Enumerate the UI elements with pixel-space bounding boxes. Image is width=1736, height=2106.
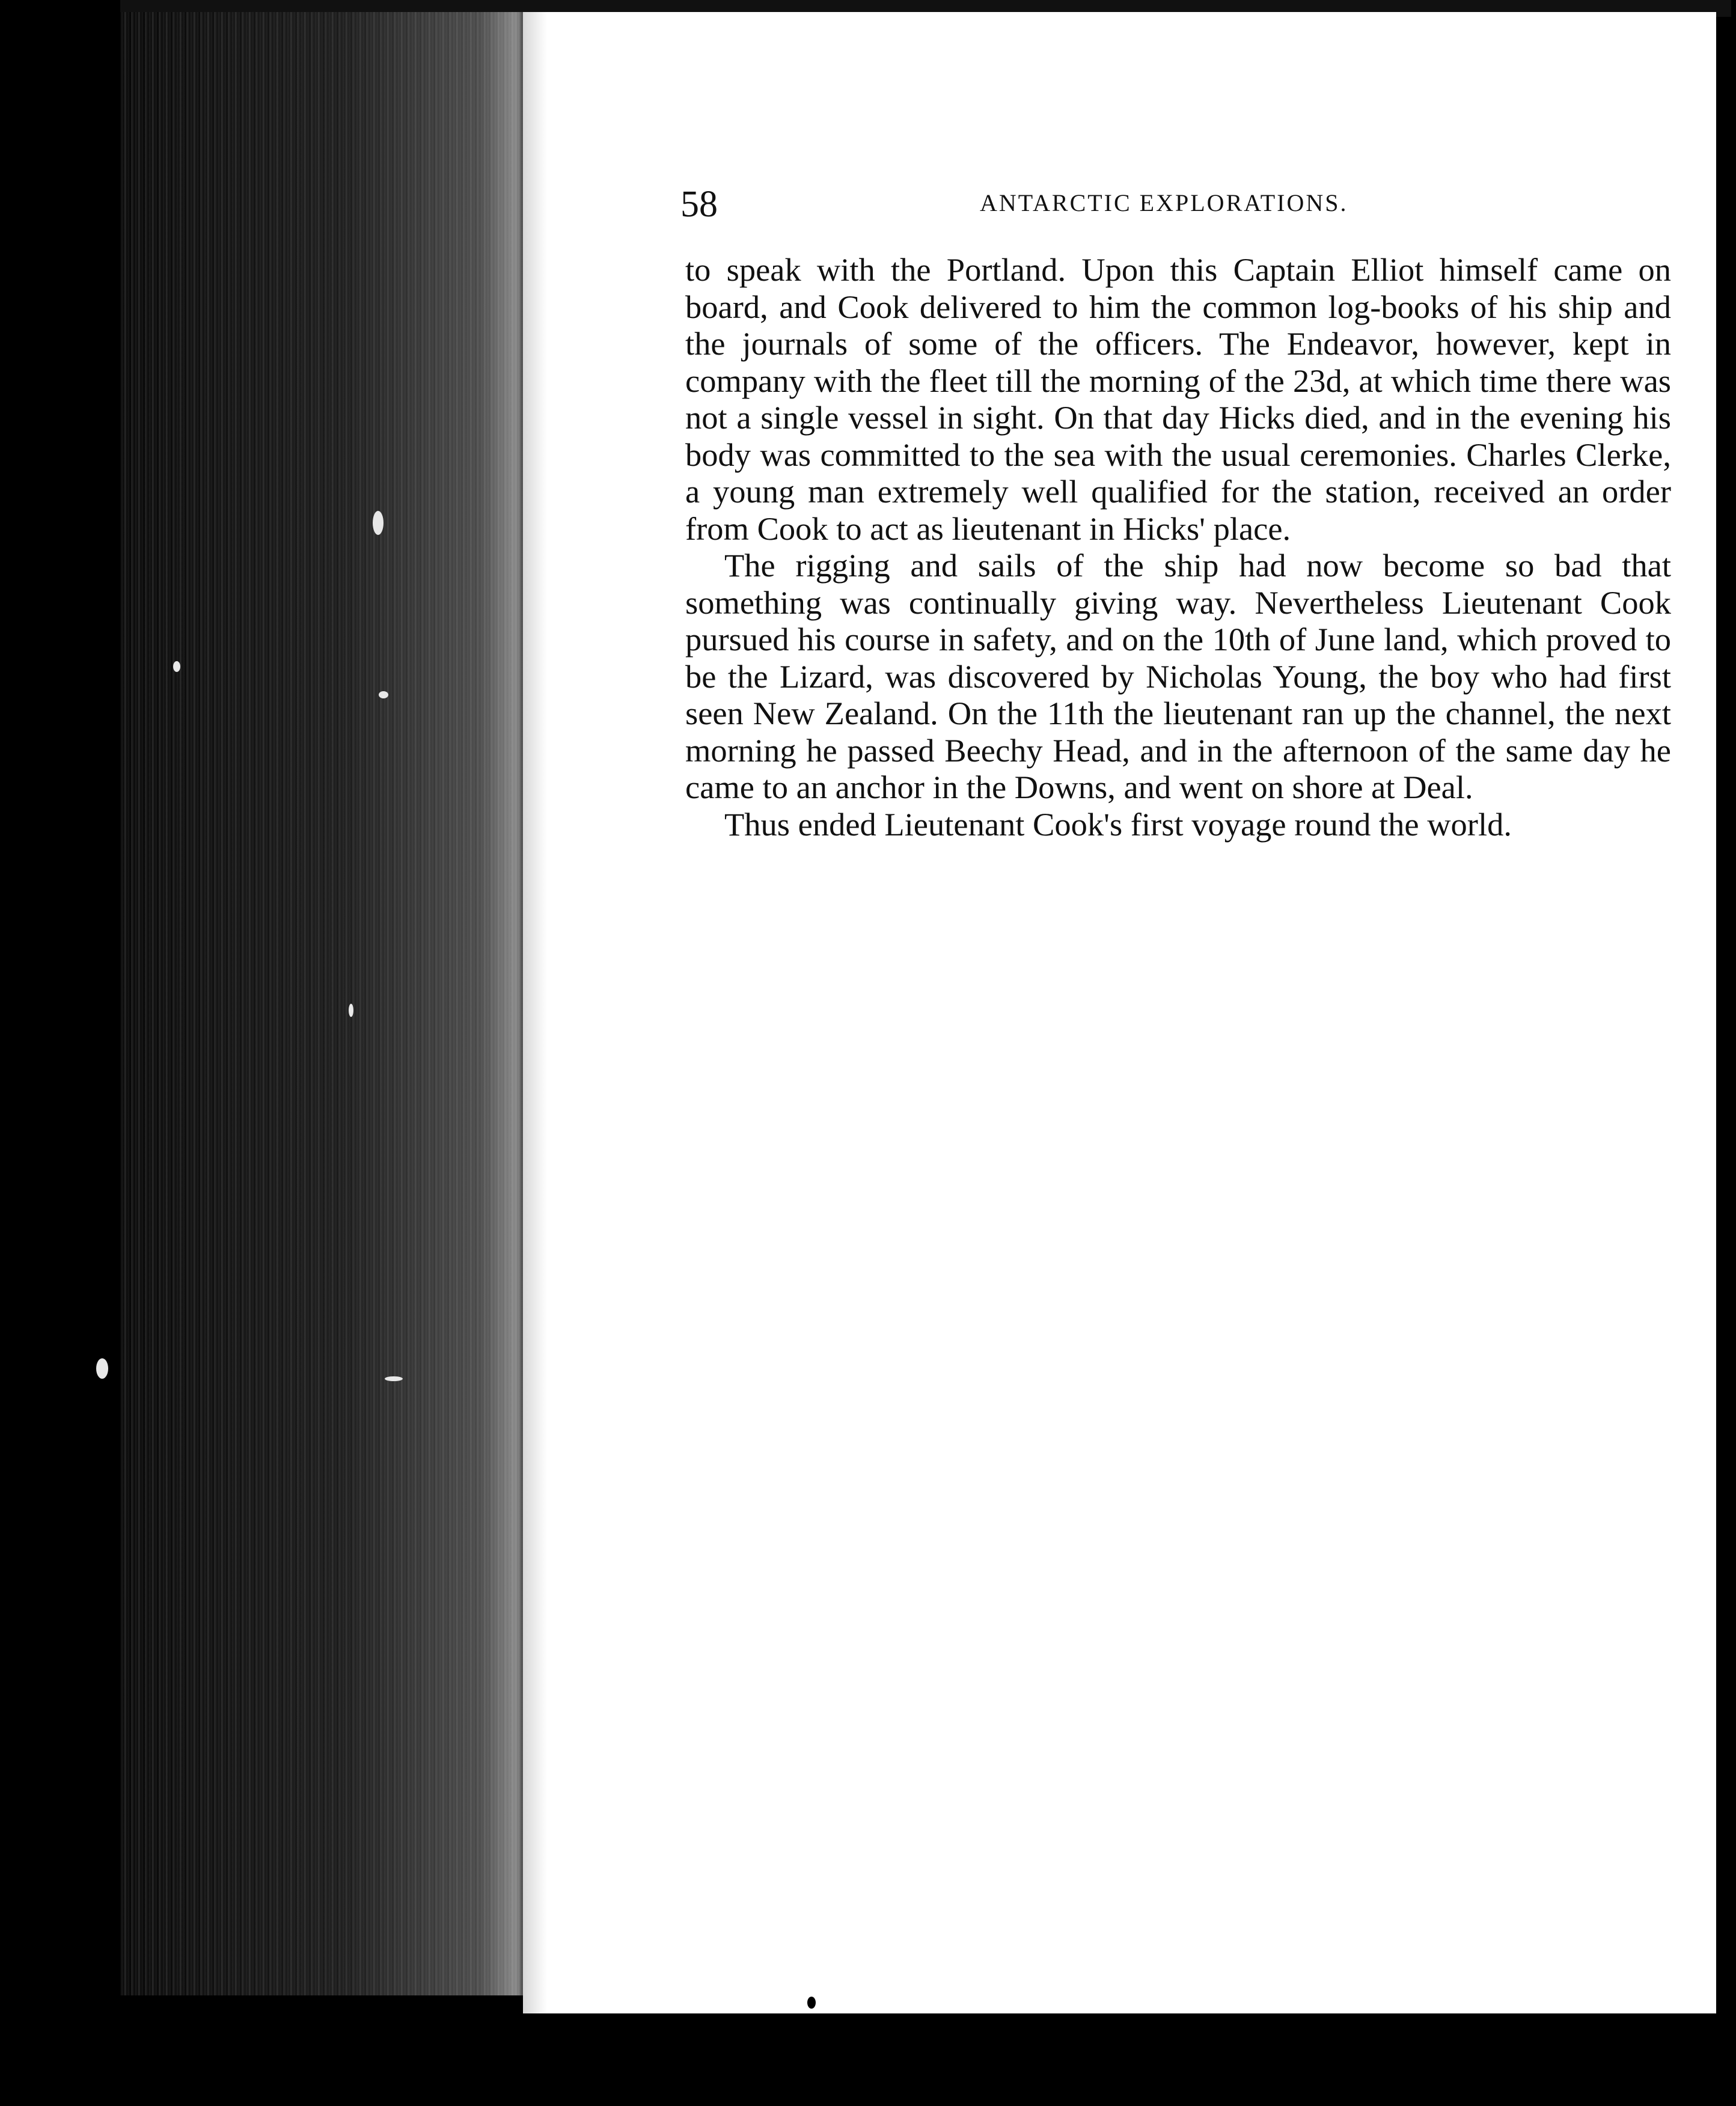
ink-dot [807, 1997, 816, 2009]
dust-speck [349, 1004, 353, 1017]
dust-speck [96, 1358, 108, 1379]
book-page-edges [120, 12, 529, 1995]
paragraph: The rigging and sails of the ship had now become so bad that something was continually giving way. Nevertheless Lieutenant Cook pursued his course in safety, and on the 10th of June land, which proved to be the Lizard, was discovered by Nicholas Young, the boy who had first seen New Zealand. On the 11th the lieutenant ran up the channel, the next morning he passed Beechy Head, and in the afternoon of the same day he came to an anchor in the Downs, and went on shore at Deal. [685, 547, 1671, 805]
paragraph: Thus ended Lieutenant Cook's first voyage round the world. [724, 805, 1512, 843]
dust-speck [385, 1376, 403, 1381]
dust-speck [173, 661, 180, 672]
body-text [685, 251, 1671, 843]
running-head [680, 180, 1666, 228]
dust-speck [373, 511, 384, 535]
page-number: 58 [680, 184, 718, 225]
dust-speck [379, 691, 388, 698]
paragraph: to speak with the Portland. Upon this Captain Elliot himself came on board, and Cook delivered to him the common log-books of his ship and the journals of some of the officers. The Endeavor, however, kept in company with the fleet till the morning of the 23d, at which time there was not a single vessel in sight. On that day Hicks died, and in the evening his body was committed to the sea with the usual ceremonies. Charles Clerke, a young man extremely well qualified for the station, received an order from Cook to act as lieutenant in Hicks' place. [685, 251, 1671, 547]
page-header: ANTARCTIC EXPLORATIONS. [980, 189, 1348, 216]
